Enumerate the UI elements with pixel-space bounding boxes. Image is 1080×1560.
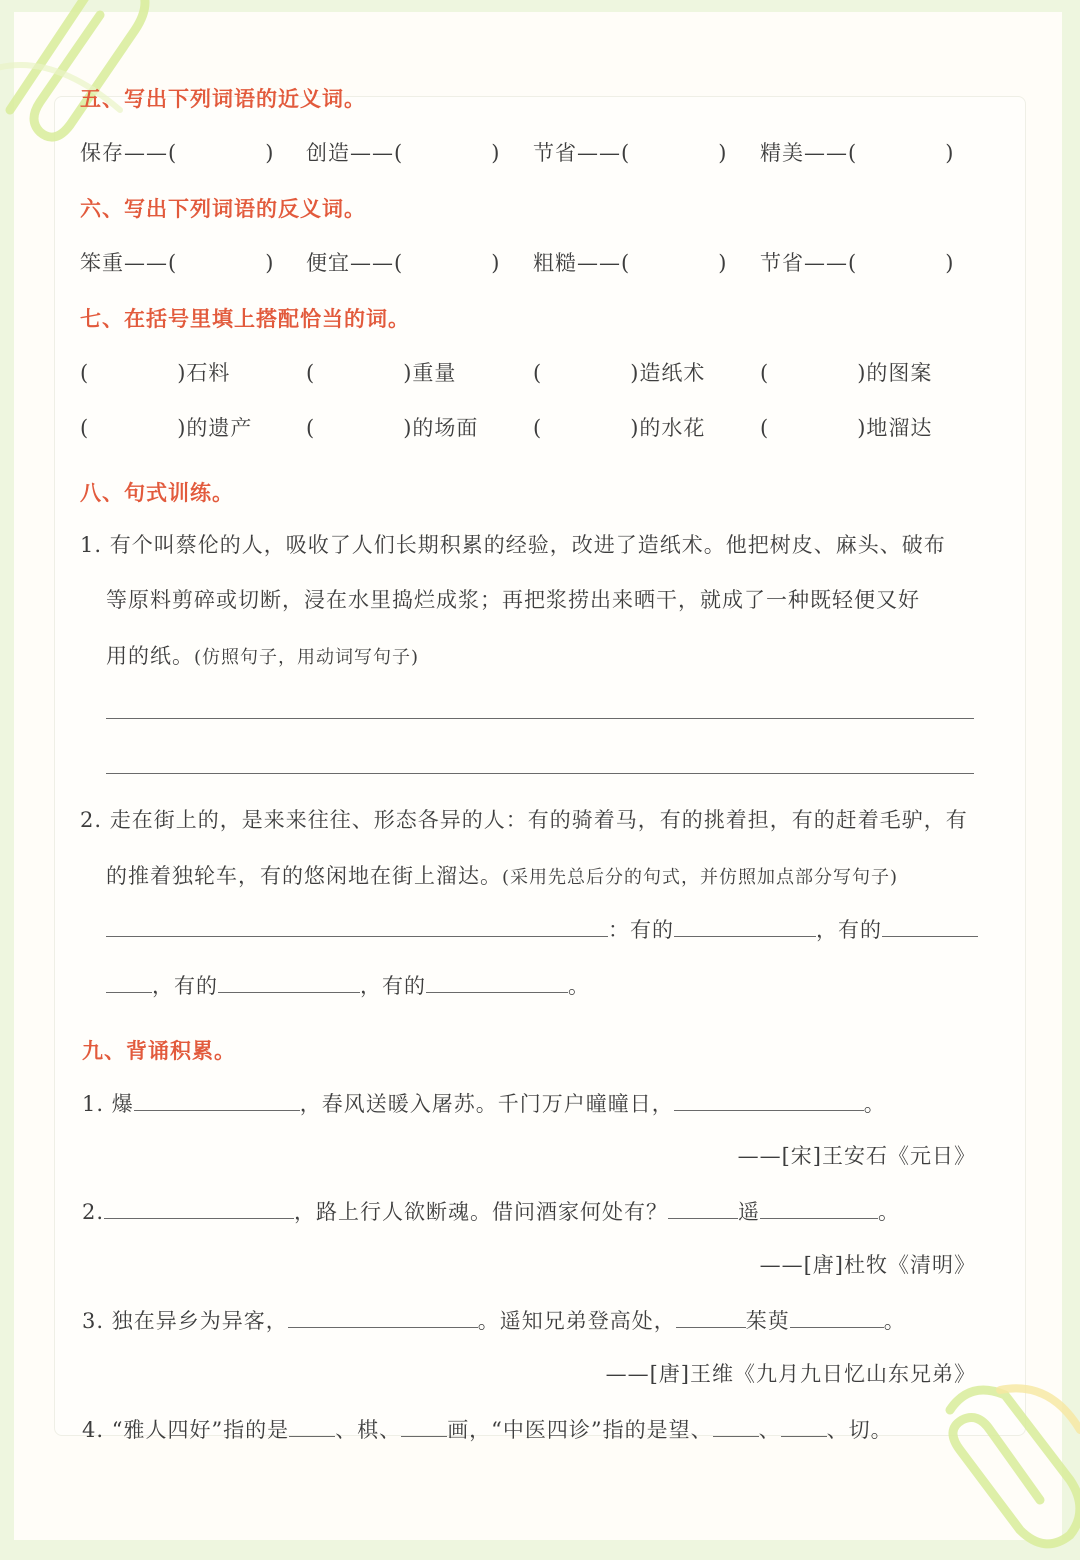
- q9-2: [82, 1196, 900, 1226]
- q8-2-fill-row-2: [106, 970, 590, 1000]
- collocation-item-8: ( )地溜达: [760, 416, 933, 440]
- q8-2-instruction: (采用先总后分的句式，并仿照加点部分写句子): [502, 867, 899, 888]
- fill-blank[interactable]: [674, 915, 816, 937]
- collocation-item-6: ( )的场面: [306, 416, 479, 440]
- section-6-heading: 六、写出下列词语的反义词。: [80, 197, 366, 221]
- youde-text: 有的: [382, 974, 426, 998]
- period-text: 。: [863, 1092, 886, 1116]
- q8-1-line-1: 1. 有个叫蔡伦的人，吸收了人们长期积累的经验，改进了造纸术。他把树皮、麻头、破布: [80, 533, 946, 557]
- q9-1-prefix: 1. 爆: [82, 1092, 134, 1116]
- antonym-item-1: 笨重——( ): [80, 251, 275, 275]
- q9-2-char: 遥: [738, 1200, 761, 1224]
- youde-text: 有的: [838, 918, 882, 942]
- q8-2-line-2: [106, 860, 898, 890]
- q8-1-line-2: 等原料剪碎或切断，浸在水里捣烂成浆；再把浆捞出来晒干，就成了一种既轻便又好: [106, 588, 920, 612]
- antonym-item-2: 便宜——( ): [306, 251, 501, 275]
- q9-1-middle: ，春风送暖入屠苏。千门万户曈曈日，: [299, 1092, 674, 1116]
- q9-4: [82, 1414, 893, 1444]
- synonym-item-1: 保存——( ): [80, 141, 275, 165]
- antonym-item-4: 节省——( ): [760, 251, 955, 275]
- comma-text: ，: [152, 974, 174, 998]
- q9-2-prefix: 2.: [82, 1200, 105, 1224]
- period-text: 。: [878, 1200, 901, 1224]
- fill-blank[interactable]: [401, 1415, 447, 1437]
- collocation-item-2: ( )重量: [306, 361, 457, 385]
- collocation-item-7: ( )的水花: [533, 416, 706, 440]
- fill-blank[interactable]: [106, 971, 152, 993]
- fill-blank[interactable]: [289, 1415, 335, 1437]
- q9-4-part-c: 画，“中医四诊”指的是望、: [447, 1418, 713, 1442]
- fill-blank[interactable]: [790, 1306, 884, 1328]
- collocation-item-1: ( )石料: [80, 361, 231, 385]
- q9-4-part-d: 、: [758, 1418, 781, 1442]
- q9-4-prefix: 4. “雅人四好”指的是: [82, 1418, 290, 1442]
- colon-text: ：: [608, 918, 630, 942]
- period-text: 。: [883, 1309, 906, 1333]
- synonym-item-3: 节省——( ): [533, 141, 728, 165]
- collocation-item-3: ( )造纸术: [533, 361, 706, 385]
- answer-line-1[interactable]: [106, 718, 974, 719]
- section-9-heading: 九、背诵积累。: [82, 1039, 236, 1063]
- q8-1-line-3-text: 用的纸。: [106, 644, 194, 668]
- section-7-heading: 七、在括号里填上搭配恰当的词。: [80, 307, 410, 331]
- comma-text: ，: [360, 974, 382, 998]
- fill-blank[interactable]: [668, 1197, 738, 1219]
- section-5-heading: 五、写出下列词语的近义词。: [80, 87, 366, 111]
- q9-3-word: 茱萸: [745, 1309, 790, 1333]
- content-frame: [54, 96, 1026, 1436]
- q9-2-middle: ，路上行人欲断魂。借问酒家何处有？: [294, 1200, 669, 1224]
- q8-2-fill-row-1: [106, 914, 978, 944]
- synonym-item-2: 创造——( ): [306, 141, 501, 165]
- q8-1-line-3: [106, 640, 419, 670]
- q9-4-part-b: 、棋、: [335, 1418, 402, 1442]
- section-8-heading: 八、句式训练。: [80, 481, 234, 505]
- fill-blank[interactable]: [104, 1197, 294, 1219]
- antonym-item-3: 粗糙——( ): [533, 251, 728, 275]
- fill-blank[interactable]: [676, 1306, 746, 1328]
- fill-blank[interactable]: [713, 1415, 759, 1437]
- fill-blank[interactable]: [781, 1415, 827, 1437]
- fill-blank[interactable]: [674, 1089, 864, 1111]
- period-text: 。: [568, 974, 590, 998]
- q9-3: [82, 1305, 906, 1335]
- q9-2-source: ——[唐]杜牧《清明》: [759, 1253, 976, 1277]
- fill-blank[interactable]: [134, 1089, 300, 1111]
- q9-3-source: ——[唐]王维《九月九日忆山东兄弟》: [605, 1362, 976, 1386]
- q8-2-line-2-text: 的推着独轮车，有的悠闲地在街上溜达。: [106, 864, 502, 888]
- q9-1-source: ——[宋]王安石《元日》: [737, 1144, 976, 1168]
- q8-2-line-1: 2. 走在街上的，是来来往往、形态各异的人：有的骑着马，有的挑着担，有的赶着毛驴，有: [80, 808, 968, 832]
- fill-blank[interactable]: [882, 915, 978, 937]
- comma-text: ，: [816, 918, 838, 942]
- youde-text: 有的: [174, 974, 218, 998]
- q9-4-part-e: 、切。: [826, 1418, 893, 1442]
- collocation-item-4: ( )的图案: [760, 361, 933, 385]
- fill-blank[interactable]: [218, 971, 360, 993]
- collocation-item-5: ( )的遗产: [80, 416, 253, 440]
- q9-3-prefix: 3. 独在异乡为异客，: [82, 1309, 288, 1333]
- fill-blank[interactable]: [426, 971, 568, 993]
- q9-3-middle: 。遥知兄弟登高处，: [477, 1309, 676, 1333]
- fill-blank[interactable]: [288, 1306, 478, 1328]
- answer-line-2[interactable]: [106, 773, 974, 774]
- q9-1: [82, 1088, 886, 1118]
- fill-blank[interactable]: [106, 915, 608, 937]
- synonym-item-4: 精美——( ): [760, 141, 955, 165]
- fill-blank[interactable]: [760, 1197, 878, 1219]
- youde-text: 有的: [630, 918, 674, 942]
- q8-1-instruction: (仿照句子，用动词写句子): [194, 647, 420, 668]
